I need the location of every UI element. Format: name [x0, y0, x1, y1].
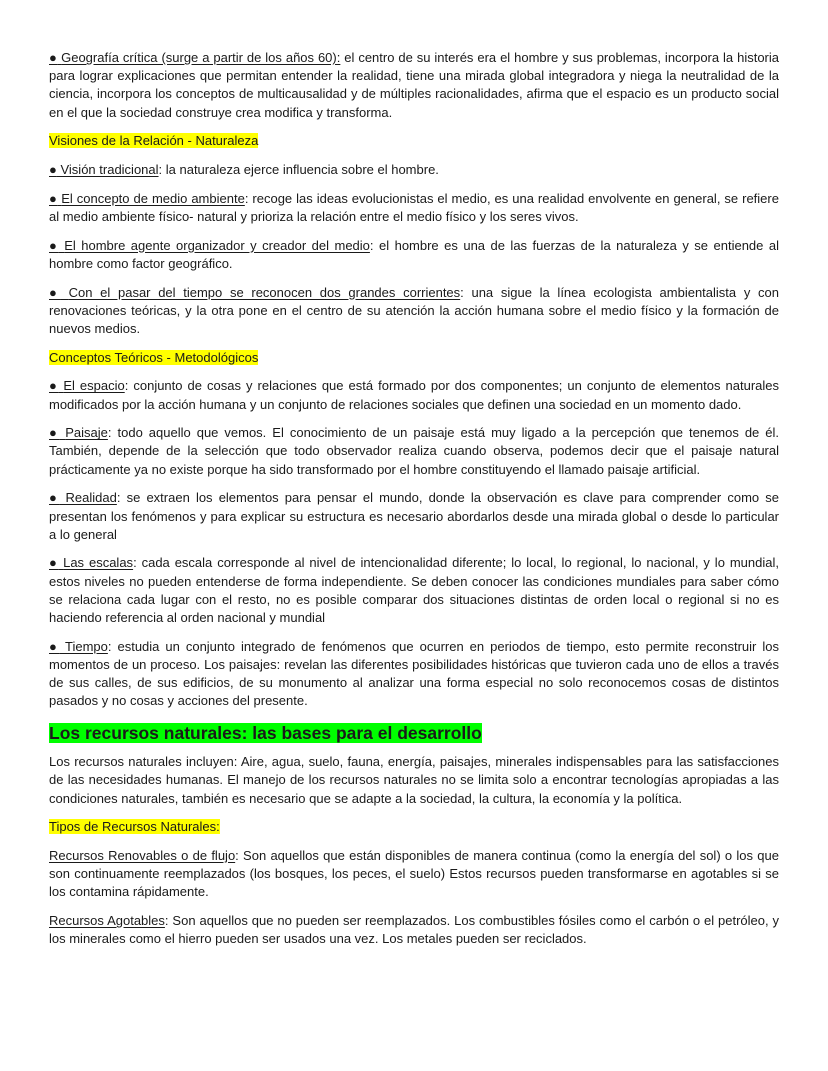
paragraph-dos-corrientes: ● Con el pasar del tiempo se reconocen dos grandes corrientes: una sigue la línea ecologista ambientalista y con renovaciones teóricas, y la otra pone en el centro de su atención la acción humana sobre el medio físico y la formación de nuevos medios.	[49, 284, 779, 336]
paragraph-hombre-agente: ● El hombre agente organizador y creador del medio: el hombre es una de las fuerzas de la naturaleza y se entiende al hombre como factor geográfico.	[49, 237, 779, 271]
paragraph-recursos-intro: Los recursos naturales incluyen: Aire, agua, suelo, fauna, energía, paisajes, minerales indispensables para las satisfacciones de las necesidades humanas. El manejo de los recursos naturales no se limita solo a encontrar tecnologías apropiadas a las condiciones naturales, también es necesario que se adapte a la sociedad, la cultura, la economía y la política.	[49, 754, 779, 806]
term-geografia-critica: ● Geografía crítica (surge a partir de los años 60):	[49, 50, 341, 65]
paragraph-vision-tradicional: ● Visión tradicional: la naturaleza ejerce influencia sobre el hombre.	[49, 162, 439, 178]
section-heading-visiones: Visiones de la Relación - Naturaleza	[49, 133, 259, 149]
paragraph-geografia-critica: ● Geografía crítica (surge a partir de los años 60): el centro de su interés era el hombre y sus problemas, incorpora la historia para lograr explicaciones que permitan entender la realidad, tiene una mirada global integradora y niega la neutralidad de la ciencia, incorpora los conceptos de multicausalidad y de múltiples racionalidades, afirma que el espacio es un producto social en el que la sociedad construye crea modifica y transforma.	[49, 50, 779, 120]
paragraph-recursos-renovables: Recursos Renovables o de flujo: Son aquellos que están disponibles de manera continua (como la energía del sol) o los que son continuamente reemplazados (los bosques, los peces, el suelo) Estos recursos pueden transformarse en agotables si se los contamina rápidamente.	[49, 847, 779, 900]
paragraph-recursos-agotables: Recursos Agotables: Son aquellos que no pueden ser reemplazados. Los combustibles fósiles como el carbón o el petróleo, y los minerales como el hierro pueden ser usados una vez. Los metales pueden ser reciclados.	[49, 913, 780, 947]
paragraph-medio-ambiente: ● El concepto de medio ambiente: recoge las ideas evolucionistas el medio, es una realidad envolvente en general, se refiere al medio ambiente físico- natural y prioriza la relación entre el medio físico y los seres vivos.	[49, 190, 779, 224]
section-heading-tipos: Tipos de Recursos Naturales:	[49, 819, 220, 835]
main-heading-recursos: Los recursos naturales: las bases para el desarrollo	[49, 723, 482, 744]
section-heading-conceptos: Conceptos Teóricos - Metodológicos	[49, 349, 259, 365]
paragraph-escalas: ● Las escalas: cada escala corresponde al nivel de intencionalidad diferente; lo local, lo regional, lo nacional, y lo mundial, estos niveles no pueden entenderse de forma independiente. Se deben conocer las condiciones mundiales para saber cómo se relaciona cada lugar con el resto, no es posible comparar dos situaciones distintas de orden local o regional si no es haciendo referencia al orden nacional y mundial	[49, 555, 779, 626]
document-page	[49, 49, 779, 959]
paragraph-paisaje: ● Paisaje: todo aquello que vemos. El conocimiento de un paisaje está muy ligado a la percepción que tenemos de él. También, depende de la selección que todo observador realiza cuando observa, podemos decir que el paisaje natural prácticamente ya no existe porque ha sido transformado por el hombre constituyendo el llamado paisaje artificial.	[49, 425, 779, 477]
paragraph-espacio: ● El espacio: conjunto de cosas y relaciones que está formado por dos componentes; un conjunto de elementos naturales modificados por la acción humana y un conjunto de relaciones sociales que definen una sociedad en un momento dado.	[49, 378, 779, 412]
paragraph-realidad: ● Realidad: se extraen los elementos para pensar el mundo, donde la observación es clave para comprender como se presentan los fenómenos y para explicar su estructura es necesario abordarlos desde una mirada global o desde lo particular a lo general	[49, 490, 779, 542]
paragraph-tiempo: ● Tiempo: estudia un conjunto integrado de fenómenos que ocurren en periodos de tiempo, esto permite reconstruir los momentos de un proceso. Los paisajes: revelan las diferentes posibilidades históricas que tuvieron cada uno de ellos a través de sus calles, de sus edificios, de su monumento al analizar una forma especial no solo reconocemos cosas de distintos pasados y no cosas y acciones del presente.	[49, 638, 779, 709]
